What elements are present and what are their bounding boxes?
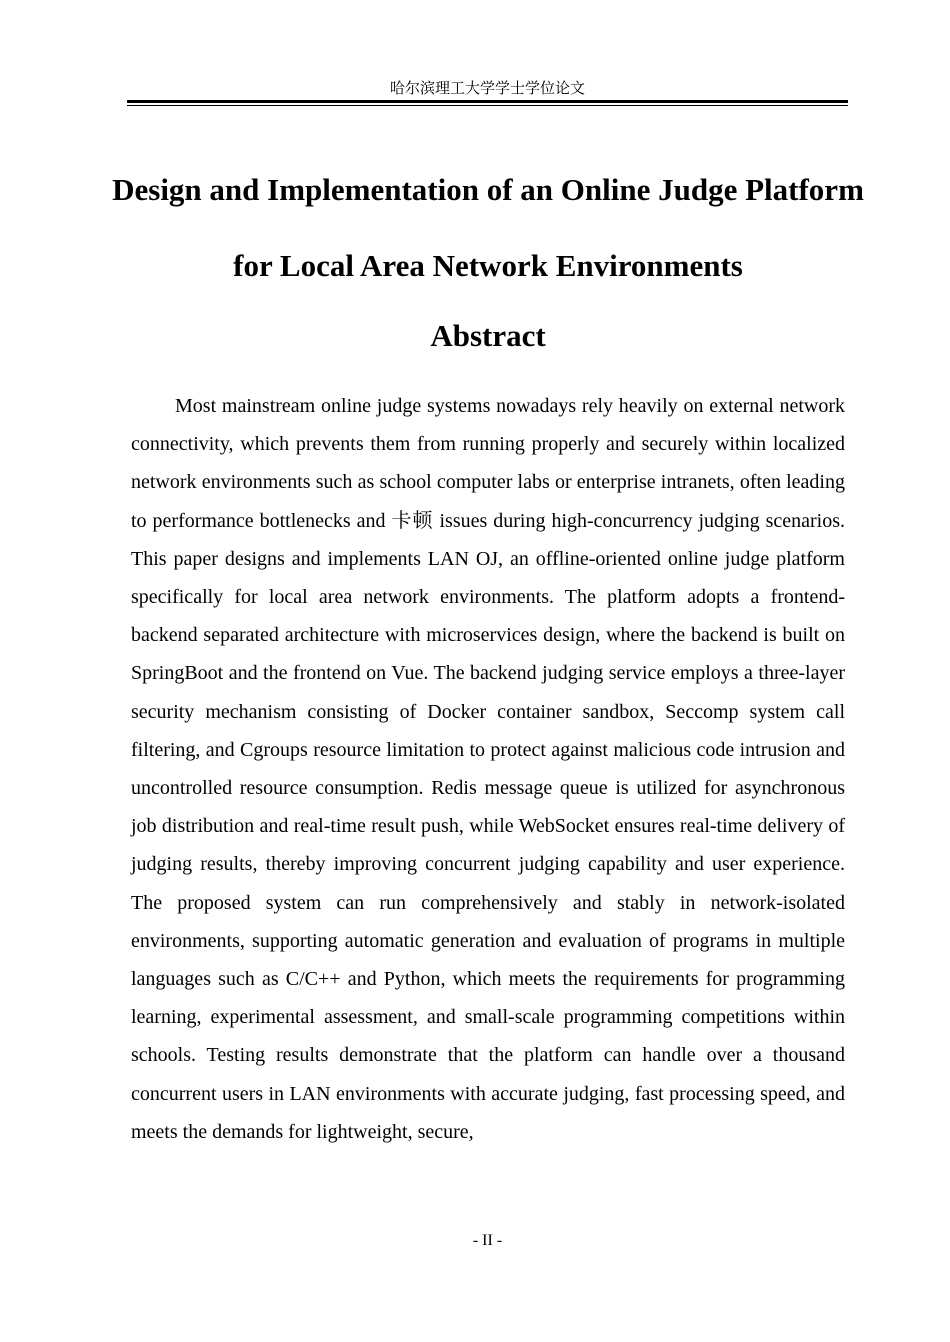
paper-title: Design and Implementation of an Online Judge Platform for Local Area Network Environments: [112, 172, 864, 283]
page-number: - II -: [472, 1232, 503, 1249]
header-rule-thin: [127, 105, 848, 106]
abstract-heading: Abstract: [430, 318, 546, 353]
running-header: 哈尔滨理工大学学士学位论文: [389, 79, 585, 97]
header-rule-thick: [127, 100, 848, 103]
abstract-body: Most mainstream online judge systems nowadays rely heavily on external network connectivity, which prevents them from running properly and securely within localized network environments such as school computer labs or enterprise intranets, often leading to performance bottlenecks and 卡顿 issues during high-concurrency judging scenarios. This paper designs and implements LAN OJ, an offline-oriented online judge platform specifically for local area network environments. The platform adopts a frontend-backend separated architecture with microservices design, where the backend is built on SpringBoot and the frontend on Vue. The backend judging service employs a three-layer security mechanism consisting of Docker container sandbox, Seccomp system call filtering, and Cgroups resource limitation to protect against malicious code intrusion and uncontrolled resource consumption. Redis message queue is utilized for asynchronous job distribution and real-time result push, while WebSocket ensures real-time delivery of judging results, thereby improving concurrent judging capability and user experience. The proposed system can run comprehensively and stably in network-isolated environments, supporting automatic generation and evaluation of programs in multiple languages such as C/C++ and Python, which meets the requirements for programming learning, experimental assessment, and small-scale programming competitions within schools. Testing results demonstrate that the platform can handle over a thousand concurrent users in LAN environments with accurate judging, fast processing speed, and meets the demands for lightweight, secure,: [131, 395, 845, 1143]
